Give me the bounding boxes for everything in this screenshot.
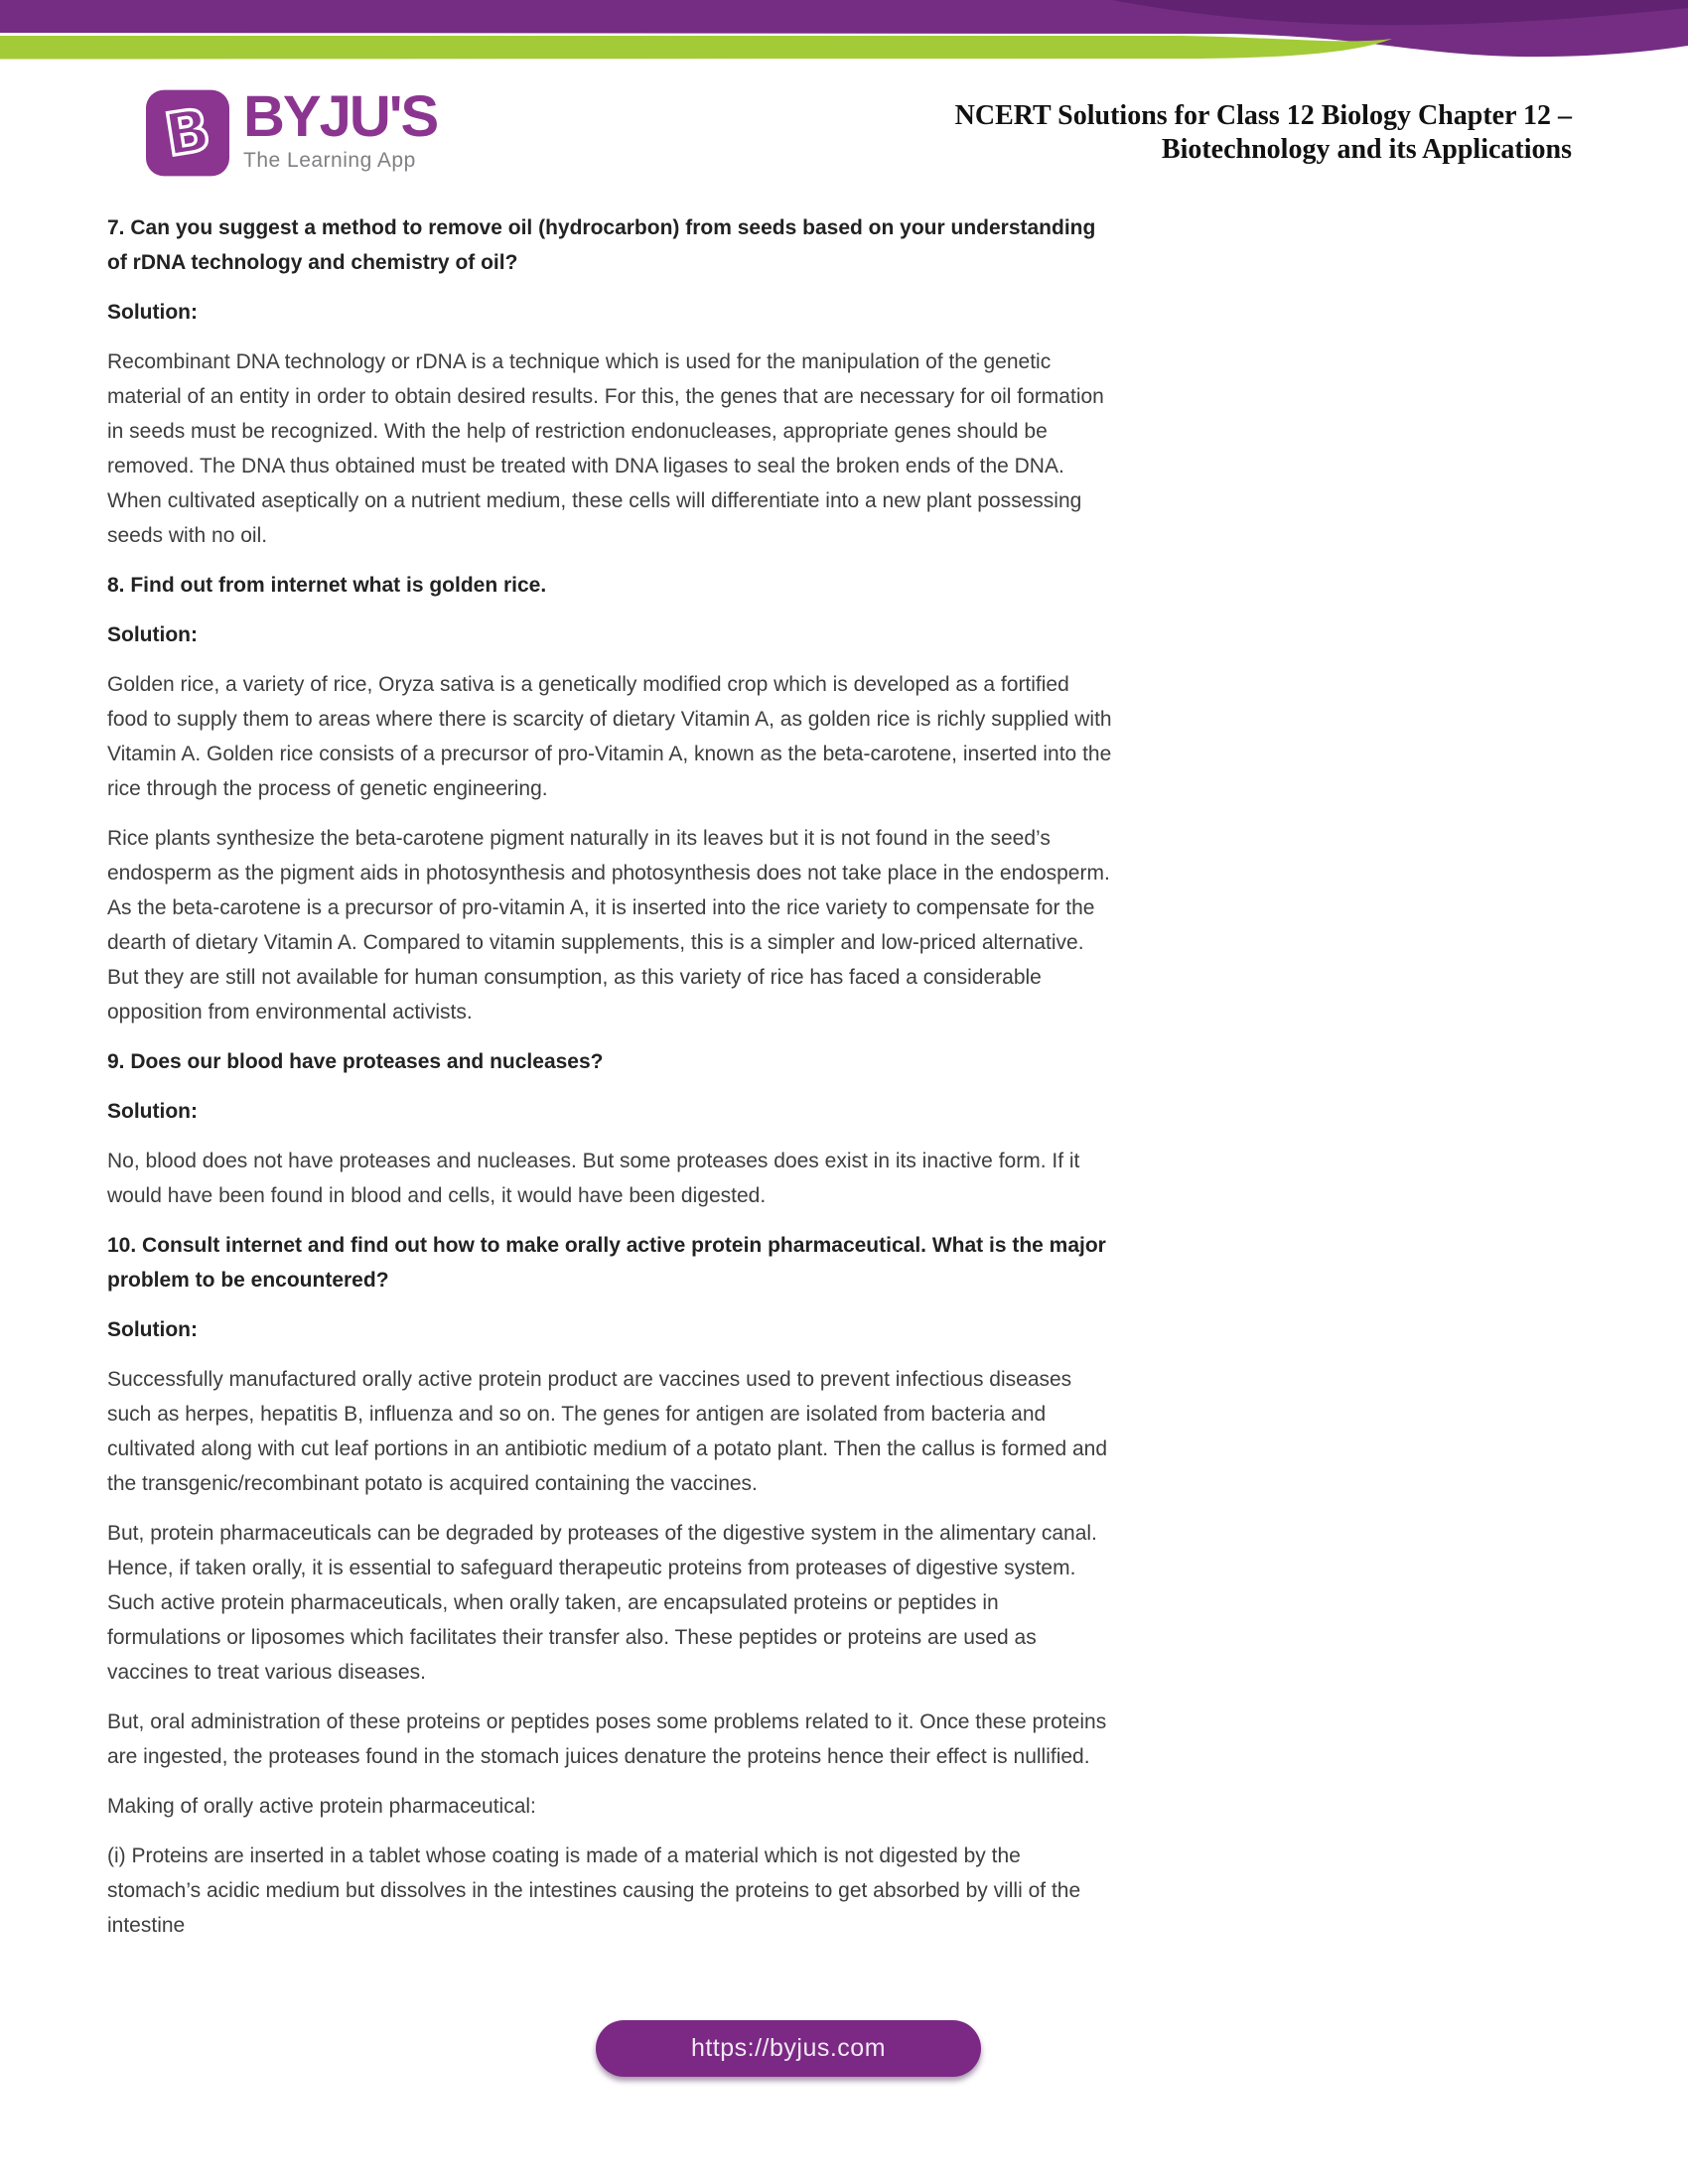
page-title-line2: Biotechnology and its Applications	[1161, 134, 1572, 165]
byjus-logo-text: BYJU'S	[243, 84, 438, 149]
byjus-logo-tagline: The Learning App	[243, 149, 416, 172]
banner-green-wave	[0, 36, 1392, 60]
byjus-link-button[interactable]	[596, 2020, 981, 2077]
solution-paragraph: Recombinant DNA technology or rDNA is a technique which is used for the manipulation of the genetic material of an entity in order to obtain desired results. For this, the genes that are necessary for oil formation in seeds must be recognized. With the help of restriction endonucleases, appropriate genes should be removed. The DNA thus obtained must be treated with DNA ligases to seal the broken ends of the DNA. When cultivated aseptically on a nutrient medium, these cells will differentiate into a new plant possessing seeds with no oil.	[107, 350, 1104, 547]
question-text: 9. Does our blood have proteases and nucleases?	[107, 1050, 604, 1073]
solution-label: Solution:	[107, 1318, 198, 1341]
solution-paragraph: (i) Proteins are inserted in a tablet whose coating is made of a material which is not digested by the stomach’s acidic medium but dissolves in the intestines causing the proteins to get absorbed by villi of the intestine	[107, 1844, 1081, 1937]
page-title	[797, 99, 1572, 167]
document-body	[107, 210, 1112, 1958]
byjus-link-url: https://byjus.com	[690, 2034, 887, 2062]
page-title-line1: NCERT Solutions for Class 12 Biology Chapter 12 –	[954, 100, 1572, 131]
solution-paragraph: But, oral administration of these proteins or peptides poses some problems related to it. Once these proteins are ingested, the proteases found in the stomach juices denature the proteins hence their effect is nullified.	[107, 1710, 1107, 1768]
solution-paragraph: Rice plants synthesize the beta-carotene pigment naturally in its leaves but it is not found in the seed’s endosperm as the pigment aids in photosynthesis and photosynthesis does not take place in the endosperm. As the beta-carotene is a precursor of pro-vitamin A, it is inserted into the rice variety to compensate for the dearth of dietary Vitamin A. Compared to vitamin supplements, this is a simpler and low-priced alternative. But they are still not available for human consumption, as this variety of rice has faced a considerable opposition from environmental activists.	[107, 827, 1110, 1024]
question-text: 8. Find out from internet what is golden rice.	[107, 574, 547, 597]
solution-label: Solution:	[107, 1100, 198, 1123]
solution-label: Solution:	[107, 301, 198, 324]
solution-paragraph: Golden rice, a variety of rice, Oryza sativa is a genetically modified crop which is developed as a fortified food to supply them to areas where there is scarcity of dietary Vitamin A, as golden rice is richly supplied with Vitamin A. Golden rice consists of a precursor of pro-Vitamin A, known as the beta-carotene, inserted into the rice through the process of genetic engineering.	[107, 673, 1112, 800]
byjus-logo-icon	[146, 89, 229, 177]
solution-label: Solution:	[107, 623, 198, 646]
solution-paragraph: Successfully manufactured orally active protein product are vaccines used to prevent infectious diseases such as herpes, hepatitis B, influenza and so on. The genes for antigen are isolated from bacteria and cultivated along with cut leaf portions in an antibiotic medium of a potato plant. Then the callus is formed and the transgenic/recombinant potato is acquired containing the vaccines.	[107, 1368, 1108, 1495]
solution-paragraph: No, blood does not have proteases and nucleases. But some proteases does exist in its inactive form. If it would have been found in blood and cells, it would have been digested.	[107, 1150, 1080, 1207]
solution-paragraph: But, protein pharmaceuticals can be degraded by proteases of the digestive system in the alimentary canal. Hence, if taken orally, it is essential to safeguard therapeutic proteins from proteases of digestive system. Such active protein pharmaceuticals, when orally taken, are encapsulated proteins or peptides in formulations or liposomes which facilitates their transfer also. These peptides or proteins are used as vaccines to treat various diseases.	[107, 1522, 1097, 1684]
svg-text:B: B	[160, 94, 215, 170]
byjus-logo-wordmark	[243, 84, 438, 173]
solution-paragraph: Making of orally active protein pharmaceutical:	[107, 1795, 536, 1818]
question-text: 7. Can you suggest a method to remove oil (hydrocarbon) from seeds based on your understanding of rDNA technology and chemistry of oil?	[107, 216, 1096, 274]
byjus-logo	[146, 84, 438, 177]
question-text: 10. Consult internet and find out how to make orally active protein pharmaceutical. What is the major problem to be encountered?	[107, 1234, 1106, 1292]
